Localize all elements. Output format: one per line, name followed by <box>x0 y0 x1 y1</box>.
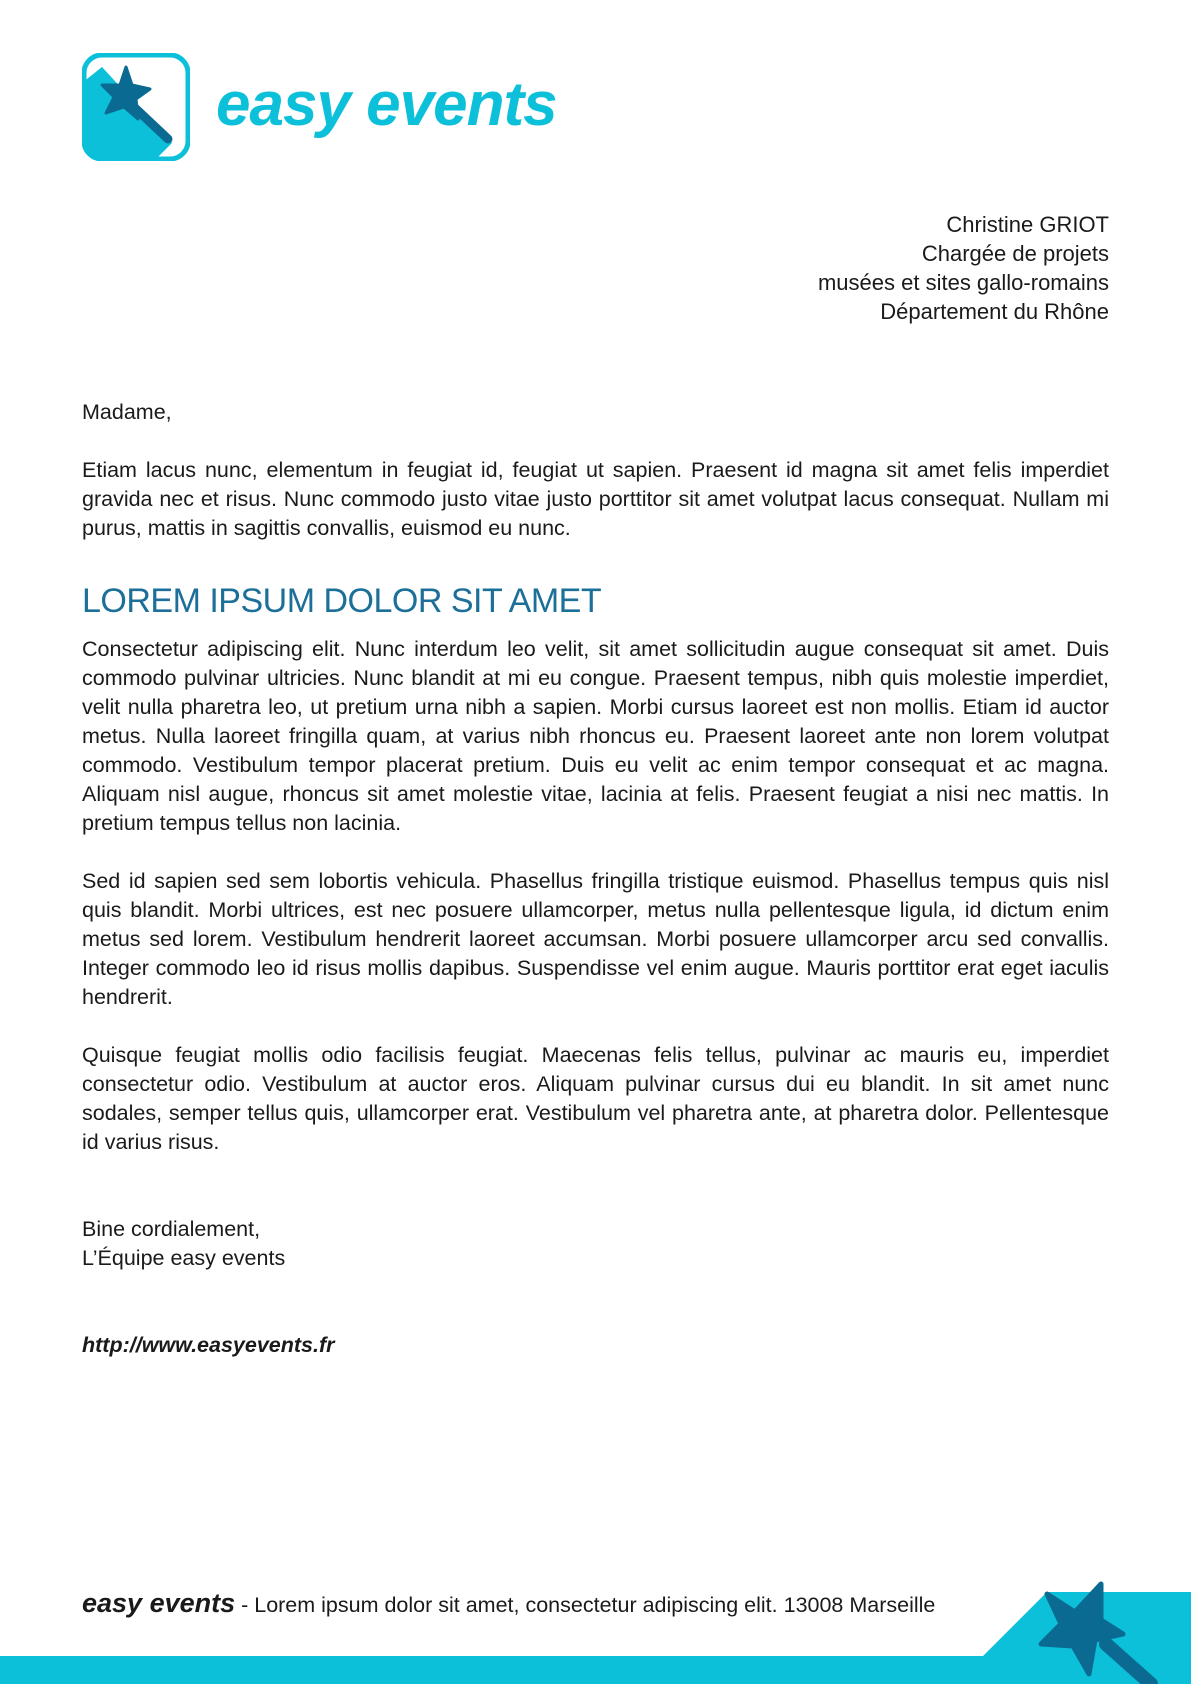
section-title: LOREM IPSUM DOLOR SIT AMET <box>82 582 602 620</box>
body-paragraph: Consectetur adipiscing elit. Nunc interdum leo velit, sit amet sollicitudin augue consequat sit amet. Duis commodo pulvinar ultricies. Nunc blandit at mi eu congue. Praesent tempus, nibh quis molestie imperdiet, velit nulla pharetra leo, ut pretium urna nibh a sapien. Morbi cursus laoreet est non mollis. Etiam id auctor metus. Nulla laoreet fringilla quam, at varius nibh rhoncus eu. Praesent laoreet ante non lorem volutpat commodo. Vestibulum tempor placerat pretium. Duis eu velit ac enim tempor consequat et ac magna. Aliquam nisl augue, rhoncus sit amet molestie vitae, lacinia at felis. Praesent feugiat a nisi nec mattis. In pretium tempus tellus non lacinia. <box>82 637 1109 835</box>
logo <box>82 53 557 161</box>
recipient-name: Christine GRIOT <box>946 212 1109 237</box>
brand-name: easy events <box>216 69 557 139</box>
signature: L’Équipe easy events <box>82 1246 286 1270</box>
magic-wand-star-icon <box>82 53 190 161</box>
footer-address <box>82 1588 935 1619</box>
recipient-address <box>818 210 1109 326</box>
footer-star-wand-icon <box>951 1578 1191 1684</box>
body-paragraph: Quisque feugiat mollis odio facilisis feugiat. Maecenas felis tellus, pulvinar ac mauris eu, imperdiet consectetur odio. Vestibulum at auctor eros. Aliquam pulvinar cursus dui eu blandit. In sit amet nunc sodales, semper tellus quis, ullamcorper erat. Vestibulum vel pharetra ante, at pharetra dolor. Pellentesque id varius risus. <box>82 1043 1109 1154</box>
footer-brand: easy events <box>82 1588 236 1618</box>
footer-details: - Lorem ipsum dolor sit amet, consectetur adipiscing elit. 13008 Marseille <box>235 1593 936 1617</box>
closing: Bine cordialement, <box>82 1217 261 1241</box>
recipient-title: Chargée de projets <box>921 241 1109 266</box>
letter-body <box>82 398 1109 1360</box>
website-link[interactable]: http://www.easyevents.fr <box>82 1333 335 1357</box>
greeting: Madame, <box>82 400 172 424</box>
recipient-region: Département du Rhône <box>880 299 1109 324</box>
intro-paragraph: Etiam lacus nunc, elementum in feugiat id, feugiat ut sapien. Praesent id magna sit amet felis imperdiet gravida nec et risus. Nunc commodo justo vitae justo porttitor sit amet volutpat lacus consequat. Nullam mi purus, mattis in sagittis convallis, euismod eu nunc. <box>82 458 1109 540</box>
recipient-department: musées et sites gallo-romains <box>817 270 1109 295</box>
body-paragraph: Sed id sapien sed sem lobortis vehicula. Phasellus fringilla tristique euismod. Phasellus tempus quis nisl quis blandit. Morbi ultrices, est nec posuere ullamcorper, metus nulla pellentesque ligula, id dictum enim metus sed lorem. Vestibulum hendrerit laoreet accumsan. Morbi posuere ullamcorper arcu sed convallis. Integer commodo leo id risus mollis dapibus. Suspendisse vel enim augue. Mauris porttitor erat eget iaculis hendrerit. <box>82 869 1109 1009</box>
